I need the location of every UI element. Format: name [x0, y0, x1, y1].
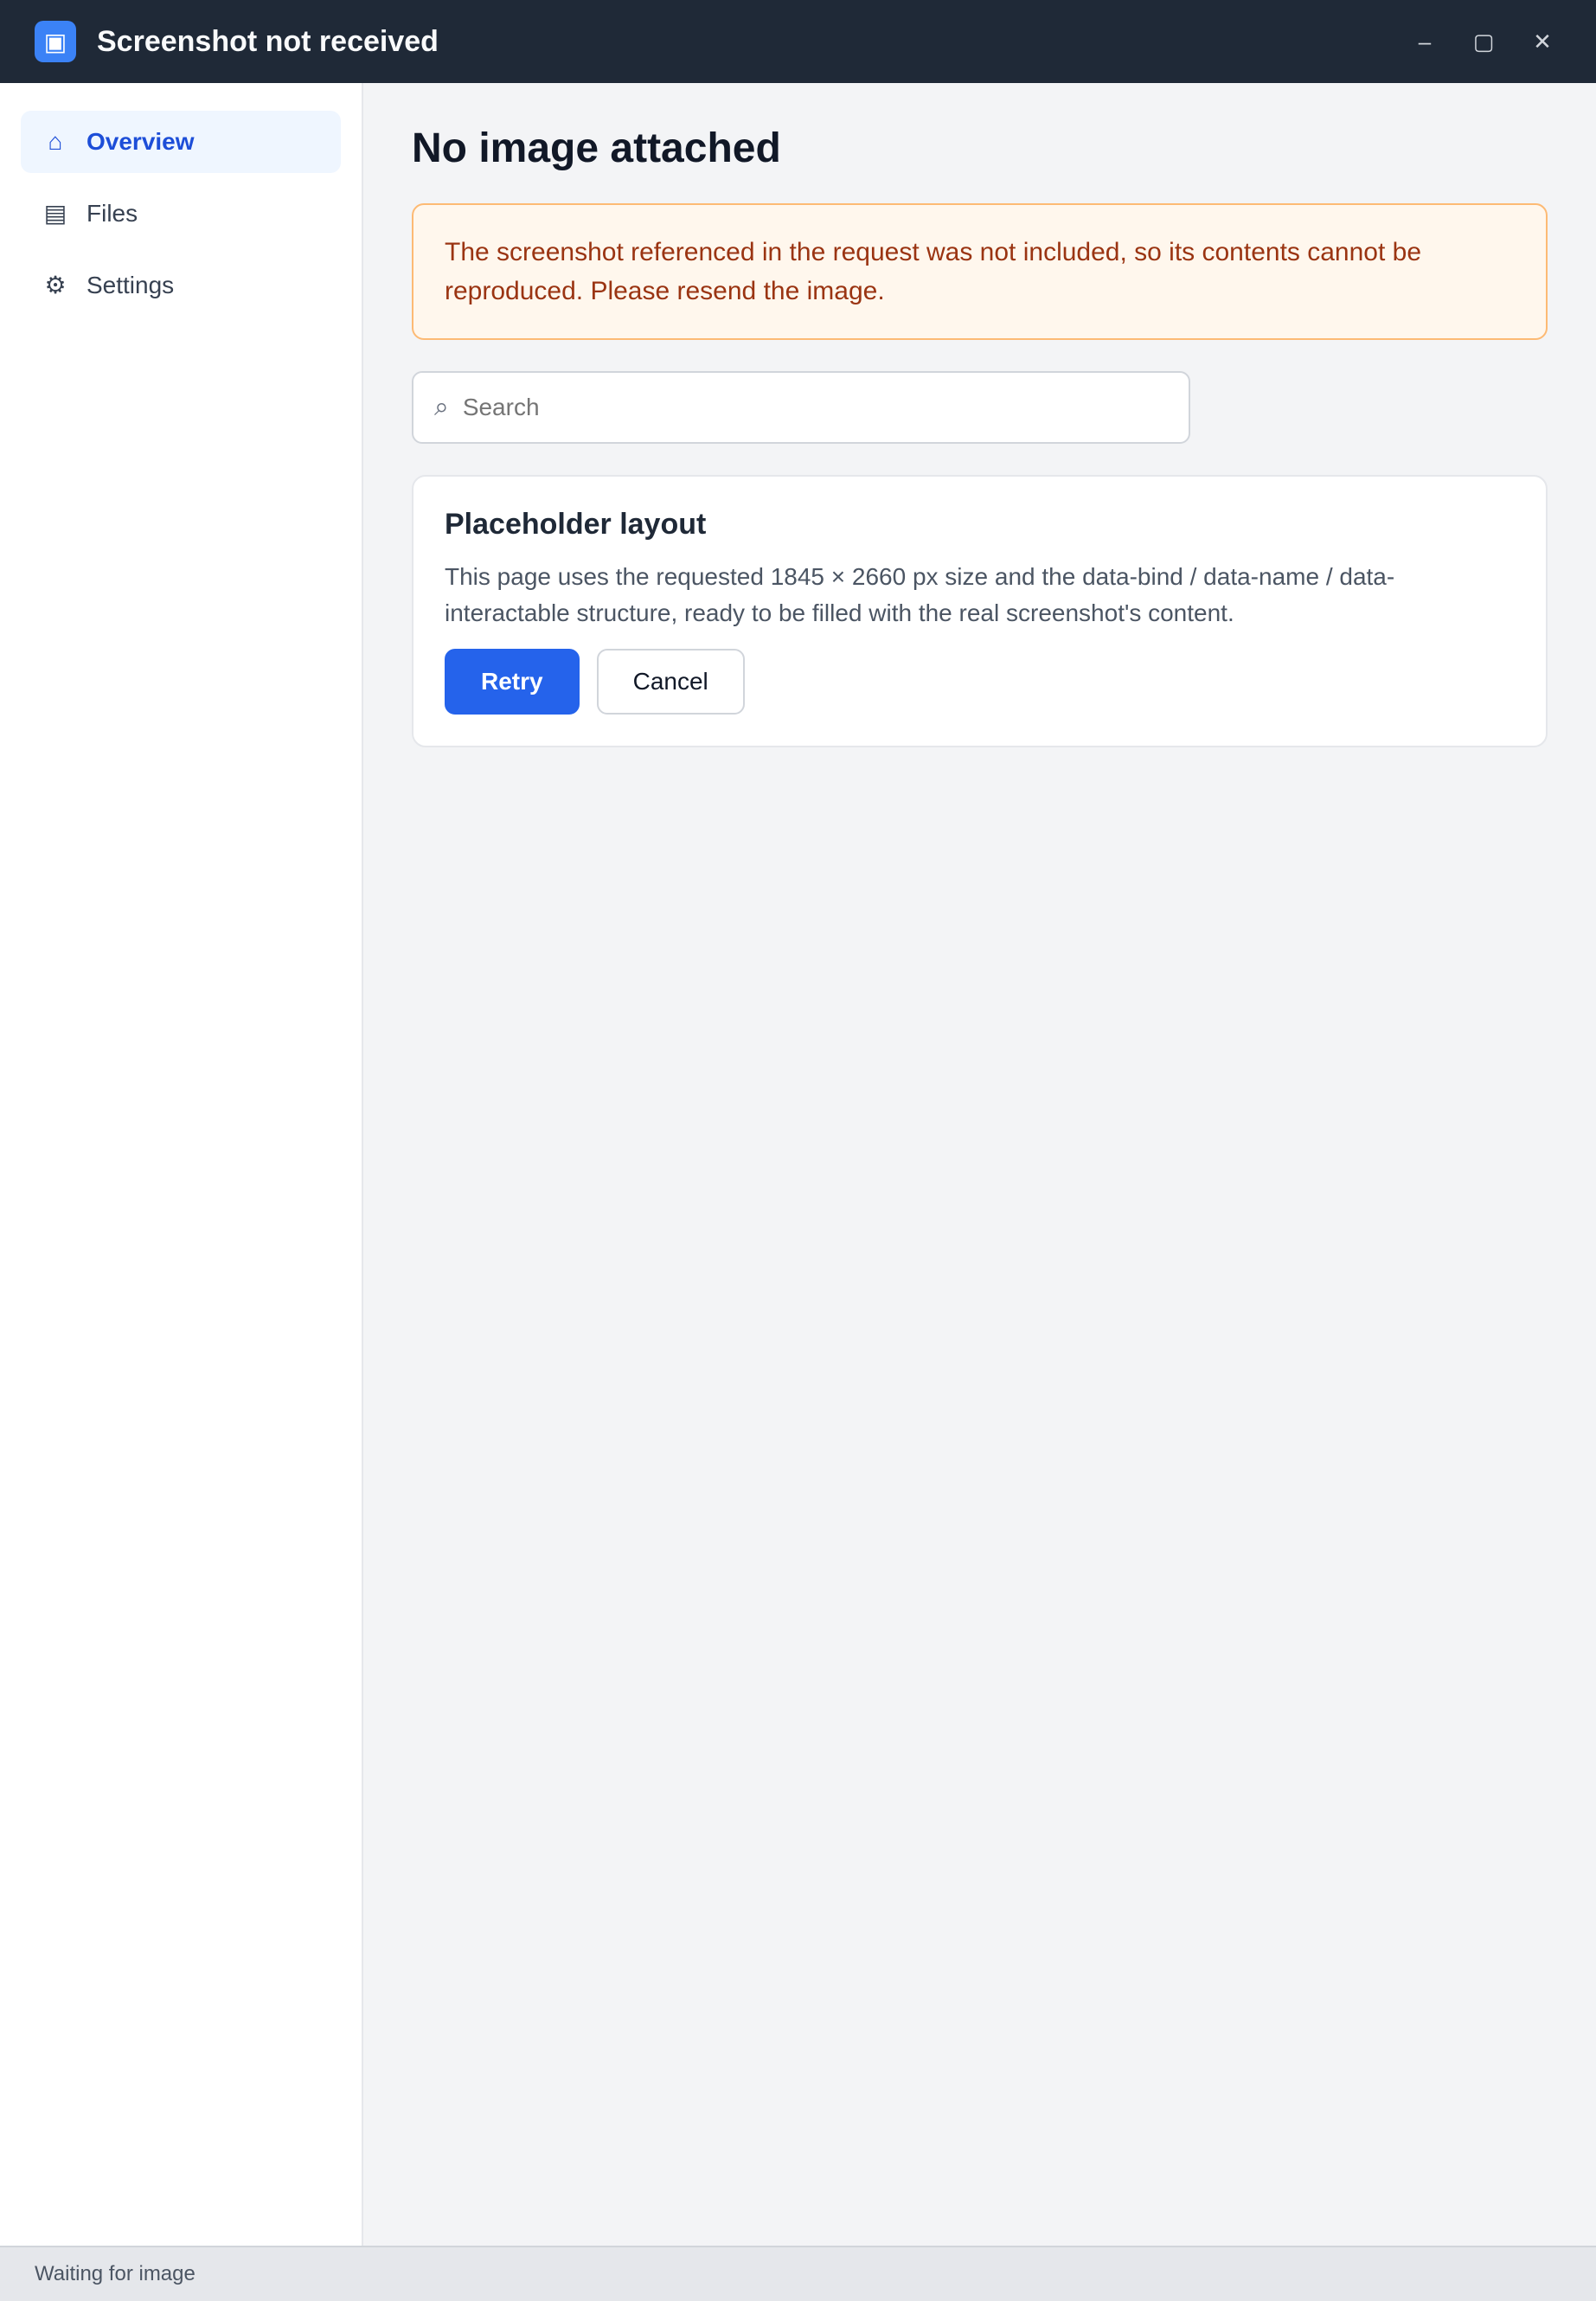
search-input[interactable]	[463, 394, 1168, 421]
retry-button[interactable]: Retry	[445, 649, 580, 715]
card-title: Placeholder layout	[445, 508, 707, 541]
title-bar	[0, 0, 1596, 83]
minimize-icon[interactable]: –	[1418, 28, 1432, 54]
placeholder-card	[412, 475, 1548, 747]
status-text: Waiting for image	[35, 2262, 195, 2285]
sidebar-item-label: Settings	[87, 271, 175, 298]
folder-icon: ▤	[43, 200, 67, 227]
search-icon: ⌕	[434, 393, 449, 421]
app-body	[0, 83, 1596, 2246]
gear-icon: ⚙	[44, 272, 67, 298]
sidebar-item-settings[interactable]	[21, 253, 341, 317]
sidebar	[0, 83, 363, 2246]
app-logo-icon: ▣	[35, 21, 76, 62]
status-bar	[0, 2246, 1596, 2301]
cancel-button[interactable]: Cancel	[597, 649, 745, 715]
card-text: This page uses the requested 1845 × 2660 px size and the data-bind / data-name / data-interactable structure, ready to be filled with the real screenshot's content.	[445, 563, 1395, 626]
sidebar-item-files[interactable]	[21, 182, 341, 245]
maximize-icon[interactable]: ▢	[1472, 28, 1495, 54]
missing-image-notice: The screenshot referenced in the request was not included, so its contents cannot be reproduced. Please resend the image.	[412, 203, 1548, 340]
search-box	[412, 371, 1190, 444]
close-icon[interactable]: ✕	[1533, 28, 1552, 54]
page-title: No image attached	[412, 125, 781, 171]
sidebar-item-label: Files	[87, 199, 138, 227]
home-icon: ⌂	[48, 128, 63, 155]
sidebar-item-overview[interactable]	[21, 111, 341, 173]
sidebar-item-label: Overview	[87, 128, 195, 155]
window-title: Screenshot not received	[97, 24, 439, 58]
card-actions	[445, 649, 1515, 715]
main-content	[363, 83, 1596, 2246]
